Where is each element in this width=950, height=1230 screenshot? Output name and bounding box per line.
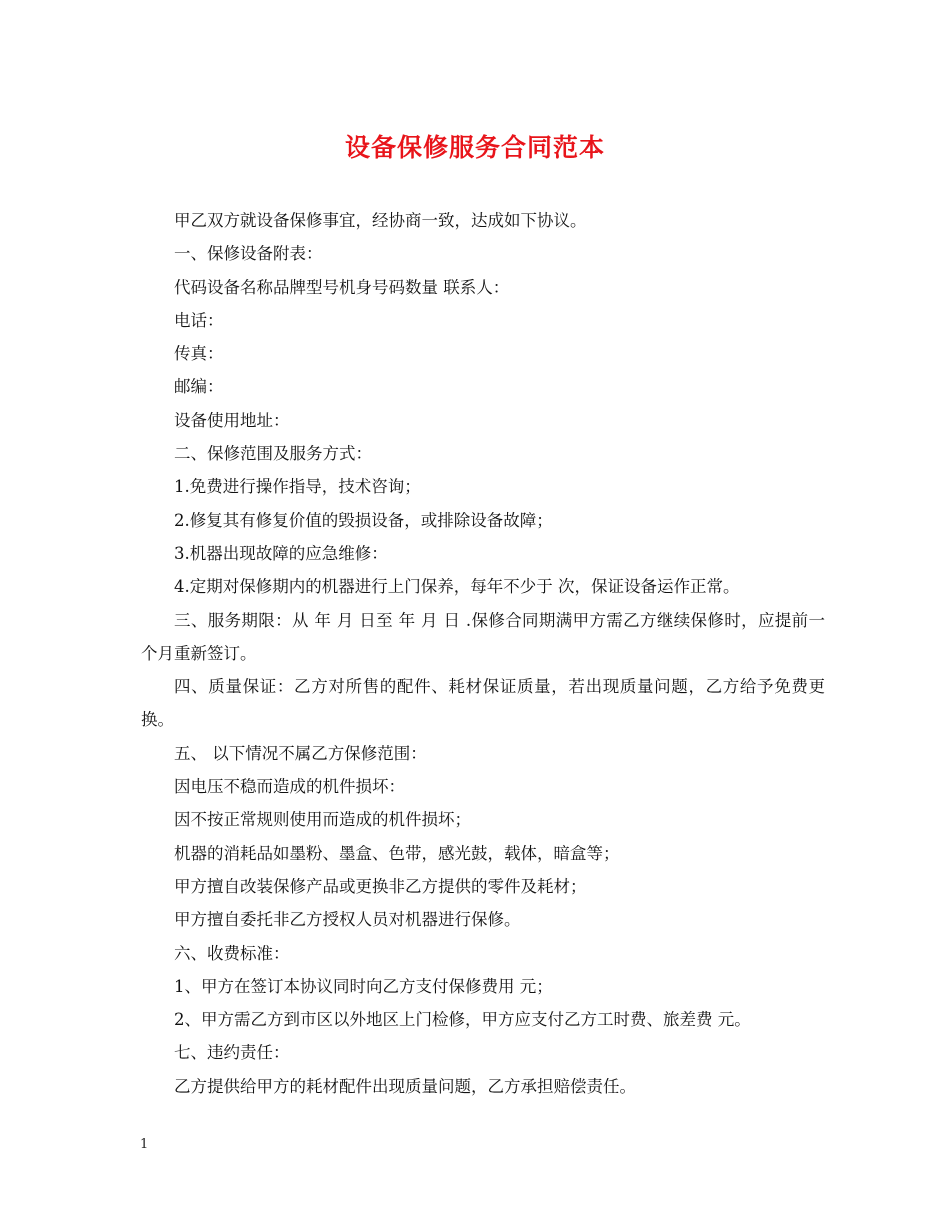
fee-item-2: 2、甲方需乙方到市区以外地区上门检修，甲方应支付乙方工时费、旅差费 元。 (174, 1010, 751, 1030)
exclusion-item-1: 因电压不稳而造成的机件损坏： (174, 777, 405, 797)
section-heading-5: 五、 以下情况不属乙方保修范围： (174, 743, 427, 763)
list-item-service-4: 4.定期对保修期内的机器进行上门保养，每年不少于 次，保证设备运作正常。 (174, 577, 740, 597)
fee-item-1: 1、甲方在签订本协议同时向乙方支付保修费用 元； (174, 976, 553, 996)
list-item-service-1: 1.免费进行操作指导，技术咨询； (174, 477, 421, 497)
section-quality-guarantee: 四、质量保证：乙方对所售的配件、耗材保证质量，若出现质量问题，乙方给予免费更换。 (141, 677, 825, 730)
exclusion-item-3: 机器的消耗品如墨粉、墨盒、色带，感光鼓，载体，暗盒等； (174, 843, 620, 863)
exclusion-item-2: 因不按正常规则使用而造成的机件损坏； (174, 810, 471, 830)
field-postcode: 邮编： (174, 377, 224, 397)
section-service-period: 三、服务期限：从 年 月 日至 年 月 日 .保修合同期满甲方需乙方继续保修时，应提前一个月重新签订。 (141, 610, 825, 663)
section-heading-6: 六、收费标准： (174, 943, 290, 963)
field-address: 设备使用地址： (174, 410, 290, 430)
section-heading-7: 七、违约责任： (174, 1043, 290, 1063)
exclusion-item-5: 甲方擅自委托非乙方授权人员对机器进行保修。 (174, 910, 521, 930)
section-heading-2: 二、保修范围及服务方式： (174, 444, 372, 464)
document-title: 设备保修服务合同范本 (344, 133, 605, 162)
section-heading-1: 一、保修设备附表： (174, 244, 323, 264)
list-item-service-2: 2.修复其有修复价值的毁损设备，或排除设备故障； (174, 510, 553, 530)
page-number: 1 (140, 1137, 149, 1152)
document-body (141, 204, 825, 1103)
liability-item-1: 乙方提供给甲方的耗材配件出现质量问题，乙方承担赔偿责任。 (174, 1076, 636, 1096)
paragraph-intro: 甲乙双方就设备保修事宜，经协商一致，达成如下协议。 (174, 211, 587, 230)
field-fax: 传真： (174, 344, 224, 364)
field-phone: 电话： (174, 310, 224, 330)
list-item-service-3: 3.机器出现故障的应急维修： (174, 543, 388, 563)
exclusion-item-4: 甲方擅自改装保修产品或更换非乙方提供的零件及耗材； (174, 876, 587, 896)
paragraph-equipment-fields: 代码设备名称品牌型号机身号码数量 联系人： (174, 277, 510, 297)
